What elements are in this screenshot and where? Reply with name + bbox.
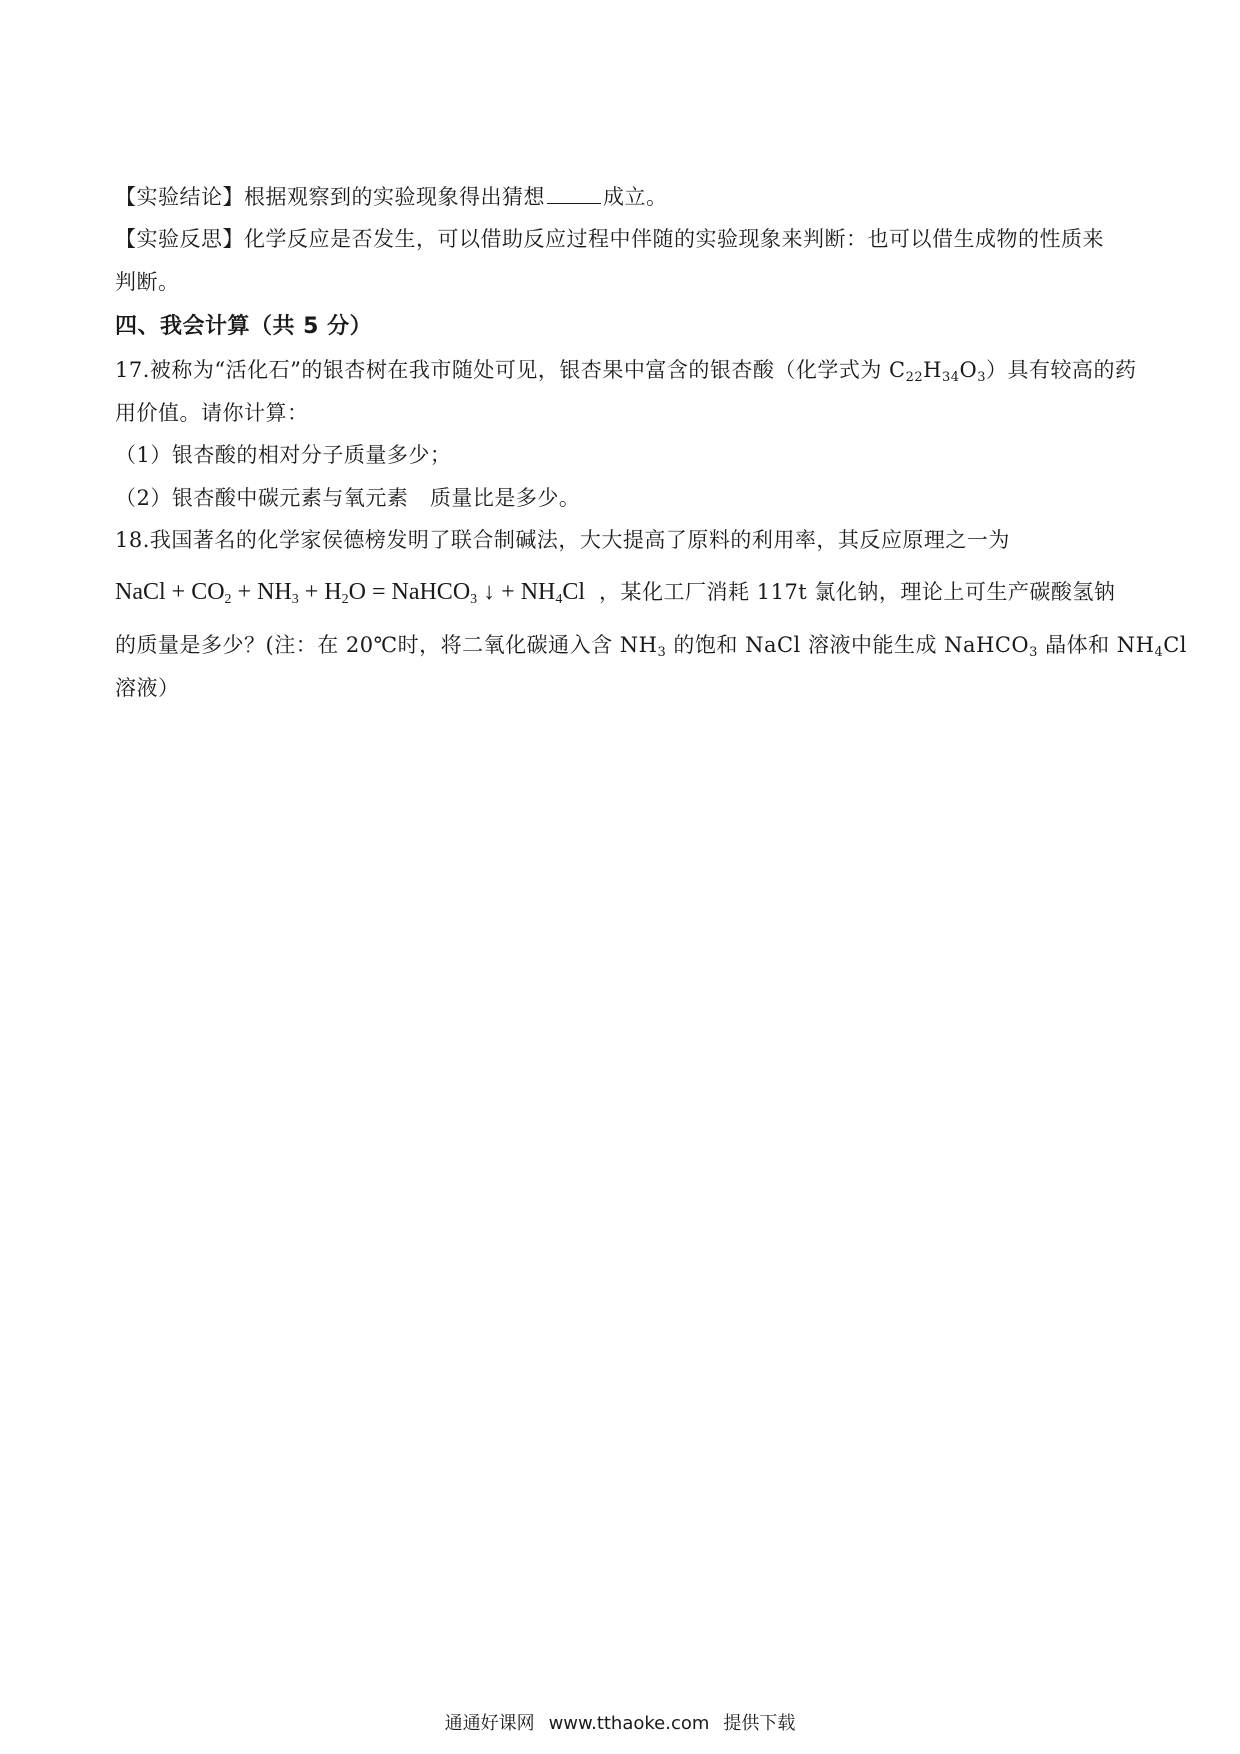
footer-download-text: 提供下载 [723,1713,796,1734]
conclusion-label: 【实验结论】 [115,185,244,209]
footer-url[interactable]: www.tthaoke.com [548,1713,710,1734]
q18-text: 18.我国著名的化学家侯德榜发明了联合制碱法，大大提高了原料的利用率，其反应原理之一为 [115,528,1010,552]
reflection-text: 化学反应是否发生，可以借助反应过程中伴随的实验现象来判断：也可以借生成物的性质来 [244,227,1104,251]
question-18-note-end [115,673,1125,703]
reflection-label: 【实验反思】 [115,227,244,251]
section-heading [115,312,1125,342]
subscript: 34 [941,370,960,385]
reflection-text-2: 判断。 [115,270,180,294]
reflection-continued [115,267,1125,297]
formula-element: H [923,358,942,382]
question-18 [115,525,1125,555]
q18-text-2: ，某化工厂消耗 117t 氯化钠，理论上可生产碳酸氢钠 [599,580,1116,604]
formula-element: O [959,358,978,382]
footer-site-name: 通通好课网 [444,1713,535,1734]
chemical-equation: NaCl + $CO_2 + NH_3 + H_2O$ = NaHCO$_3$ ↓ + $NH_4Cl$ [115,579,586,607]
conclusion-text: 根据观察到的实验现象得出猜想 [244,185,545,209]
question-17-continued [115,398,1125,428]
q17-part1-text: （1）银杏酸的相对分子质量多少； [115,443,452,467]
question-17 [115,355,1137,385]
q17-text: 17.被称为“活化石”的银杏树在我市随处可见，银杏果中富含的银杏酸（化学式为 C [115,358,906,382]
answer-blank[interactable] [547,183,601,204]
experiment-conclusion [115,182,1125,212]
question-17-part-2 [115,483,1125,513]
question-17-part-1 [115,440,1125,470]
page-footer [0,1712,1240,1736]
q17-text-2: 用价值。请你计算： [115,401,309,425]
q17-text-end: ）具有较高的药 [986,358,1137,382]
section-title: 四、我会计算（共 5 分） [115,314,373,339]
question-18-equation-line [115,577,1125,607]
subscript: 22 [905,370,924,385]
q17-part2-text: （2）银杏酸中碳元素与氧元素 质量比是多少。 [115,486,581,510]
subscript: 3 [977,370,987,385]
conclusion-text-end: 成立。 [603,185,668,209]
experiment-reflection [115,224,1125,254]
q18-text-end: 溶液） [115,676,180,700]
question-18-note: 的质量是多少？(注：在 20℃时，将二氧化碳通入含 $NH_3$ 的饱和 NaCl 溶液中能生成 NaHCO$_3$ 晶体和 $NH_4Cl$ [115,633,1188,660]
